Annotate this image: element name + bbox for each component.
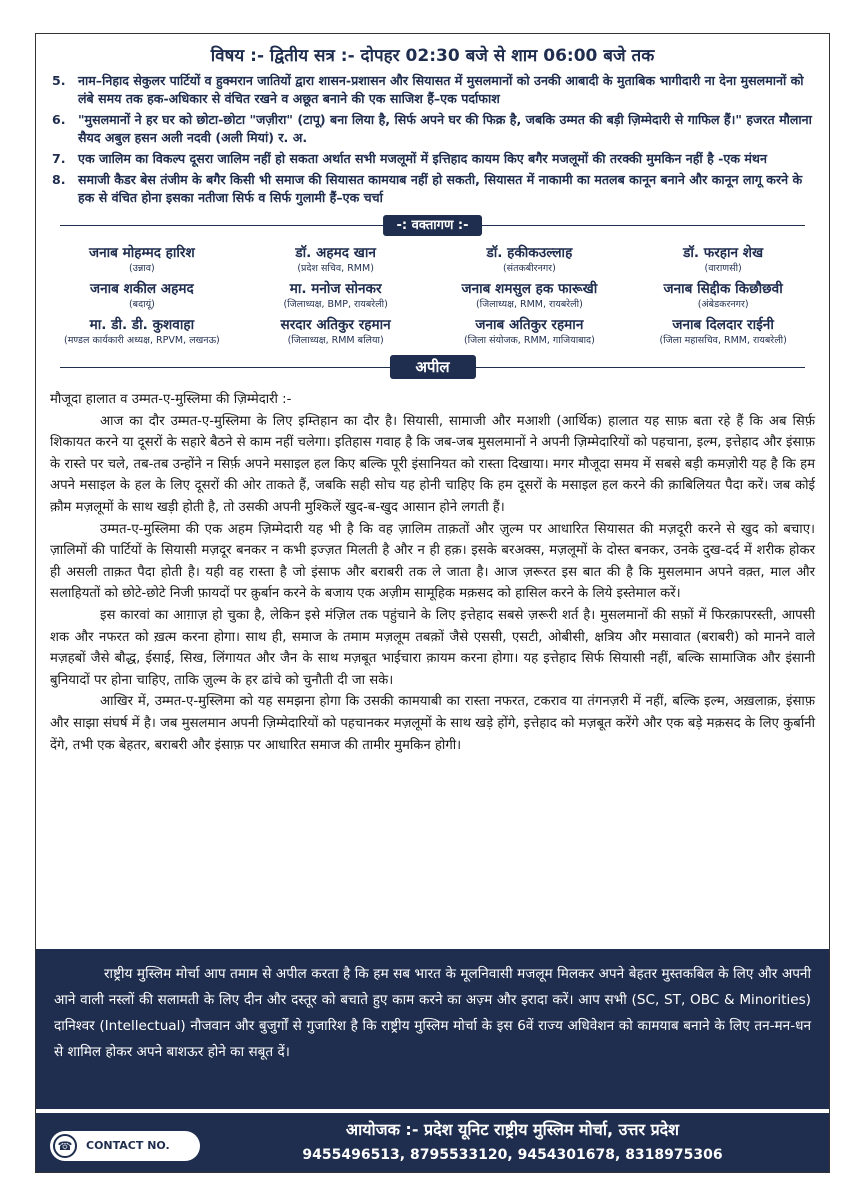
- agenda-point-number: 6.: [52, 112, 66, 127]
- speaker-role: (जिलाध्यक्ष, RMM, रायबरेली): [475, 299, 583, 310]
- agenda-point: [52, 150, 815, 168]
- speaker-role: (संतकबीरनगर): [502, 263, 556, 274]
- speaker-role: (बदायूं): [128, 299, 155, 310]
- speakers-label: -: वक्तागण :-: [383, 215, 483, 236]
- agenda-point-number: 5.: [52, 73, 66, 88]
- speaker: [629, 281, 817, 311]
- speakers-divider: [60, 213, 805, 239]
- speaker-role: (अंबेडकरनगर): [697, 299, 749, 310]
- agenda-point-text: नाम–निहाद सेकुलर पार्टियों व हुक्मरान जातियों द्वारा शासन-प्रशासन और सियासत में मुसलमानों को उनकी आबादी के मुताबिक भागीदारी ना देना मुसलमानों को लंबे समय तक हक-अधिकार से वंचित रखने व अछूत बनाने की एक साजिश हैं–एक पर्दाफाश: [78, 73, 804, 106]
- footer: [36, 1110, 829, 1172]
- speaker-name: मा. डी. डी. कुशवाहा: [89, 317, 195, 333]
- appeal-paragraph: आखिर में, उम्मत-ए-मुस्लिमा को यह समझना होगा कि उसकी कामयाबी का रास्ता नफरत, टकराव या तंगनज़री में नहीं, बल्कि इल्म, अख़लाक़, इंसाफ़ और साझा संघर्ष में है। जब मुसलमान अपनी ज़िम्मेदारियों को पहचानकर मज़लूमों के साथ खड़े होंगे, इत्तेहाद को मज़बूत करेंगे और एक बड़े मक़सद के लिए कुर्बानी देंगे, तभी एक बेहतर, बराबरी और इंसाफ़ पर आधारित समाज की तामीर मुमकिन होगी।: [50, 694, 815, 753]
- speaker-name: डॉ. अहमद खान: [295, 245, 376, 261]
- speaker-role: (वाराणसी): [704, 263, 742, 274]
- agenda-point-text: एक जालिम का विकल्प दूसरा जालिम नहीं हो सकता अर्थात सभी मजलूमों में इत्तिहाद कायम किए बगैर मजलूमों की तरक्की मुमकिन नहीं है -एक मंथन: [78, 151, 767, 166]
- appeal-paragraph: इस कारवां का आग़ाज़ हो चुका है, लेकिन इसे मंज़िल तक पहुंचाने के लिए इत्तेहाद सबसे ज़रूरी शर्त है। मुसलमानों की सफ़ों में फिरक़ापरस्ती, आपसी शक और नफरत को ख़त्म करना होगा। साथ ही, समाज के तमाम मज़लूम तबक़ों जैसे एससी, एसटी, ओबीसी, क्षत्रिय और मसावात (बराबरी) को मानने वाले मज़हबों जैसे बौद्ध, ईसाई, सिख, लिंगायत और जैन के साथ मज़बूत भाईचारा क़ायम करना होगा। यह इत्तेहाद सिर्फ सियासी नहीं, बल्कि सामाजिक और इंसानी बुनियादों पर होना चाहिए, ताकि ज़ुल्म के हर ढांचे को चुनौती दी जा सके।: [50, 607, 815, 688]
- speaker-name: जनाब मोहम्मद हारिश: [89, 245, 195, 261]
- appeal-body: [50, 389, 815, 756]
- speaker: [242, 317, 430, 347]
- speaker: [242, 245, 430, 275]
- flyer-page: [35, 33, 830, 1173]
- speaker-role: (जिलाध्यक्ष, RMM बलिया): [287, 335, 384, 346]
- speaker-name: जनाब शकील अहमद: [89, 281, 194, 297]
- speaker-name: डॉ. फरहान शेख: [683, 245, 764, 261]
- phone-numbers: 9455496513, 8795533120, 9454301678, 8318975306: [302, 1147, 723, 1163]
- speaker-name: जनाब शमसुल हक फारूखी: [461, 281, 598, 297]
- speakers-grid: [48, 245, 817, 347]
- speaker: [242, 281, 430, 311]
- appeal-paragraph: आज का दौर उम्मत-ए-मुस्लिमा के लिए इम्तिहान का दौर है। सियासी, सामाजी और मआशी (आर्थिक) हालात यह साफ़ बता रहे हैं कि अब सिर्फ़ शिकायत करने या दूसरों के सहारे बैठने से काम नहीं चलेगा। इतिहास गवाह है कि जब-जब मुसलमानों ने अपनी ज़िम्मेदारियों को पहचाना, इल्म, इत्तेहाद और इंसाफ़ के रास्ते पर चले, तब-तब उन्होंने न सिर्फ़ अपने मसाइल हल किए बल्कि पूरी इंसानियत को रास्ता दिखाया। मगर मौजूदा समय में सबसे बड़ी कमज़ोरी यह है कि हम अपने मसाइल के हल के लिए दूसरों की ओर ताकते हैं, जबकि सही सोच यह होनी चाहिए कि हम दूसरों के मसाइल हल करने की क़ाबिलियत पैदा करें। जब कोई क़ौम मज़लूमों के साथ खड़ी होती है, तो उसकी अपनी मुश्किलें खुद-ब-खुद आसान होने लगती हैं।: [50, 413, 815, 515]
- speaker-role: (मण्डल कार्यकारी अध्यक्ष, RPVM, लखनऊ): [64, 335, 220, 346]
- agenda-point: [52, 111, 815, 147]
- agenda-point-number: 7.: [52, 151, 66, 166]
- agenda-point: [52, 72, 815, 108]
- appeal-label: अपील: [389, 355, 475, 379]
- speaker-name: मा. मनोज सोनकर: [289, 281, 382, 297]
- contact-badge: [50, 1131, 200, 1161]
- agenda-point: [52, 171, 815, 207]
- appeal-heading: मौजूदा हालात व उम्मत-ए-मुस्लिमा की ज़िम्मेदारी :-: [50, 392, 292, 407]
- speaker: [436, 245, 624, 275]
- appeal-paragraph: उम्मत-ए-मुस्लिमा की एक अहम ज़िम्मेदारी यह भी है कि वह ज़ालिम ताक़तों और ज़ुल्म पर आधारित सियासत की मज़दूरी करने से खुद को बचाए। ज़ालिमों की पार्टियों के सियासी मज़दूर बनकर न कभी इज्ज़त मिलती है और न ही हक़। इसके बरअक्स, मज़लूमों के दोस्त बनकर, उनके दुख-दर्द में शरीक होकर ही असली ताक़त पैदा होती है। यही वह रास्ता है जो इंसाफ और बराबरी तक ले जाता है। आज ज़रूरत इस बात की है कि मुसलमान अपने वक़्त, माल और सलाहियतों को छोटे-छोटे निजी फ़ायदों पर क़ुर्बान करने के बजाय एक अज़ीम सामूहिक मक़सद को हासिल करने के लिये इस्तेमाल करें।: [50, 521, 815, 602]
- speaker-name: डॉ. हकीकउल्लाह: [486, 245, 573, 261]
- agenda-points: [52, 72, 815, 207]
- agenda-point-number: 8.: [52, 172, 66, 187]
- speaker: [436, 281, 624, 311]
- speaker-role: (जिला महासचिव, RMM, रायबरेली): [659, 335, 787, 346]
- speaker: [629, 317, 817, 347]
- organizer: आयोजक :- प्रदेश यूनिट राष्ट्रीय मुस्लिम मोर्चा, उत्तर प्रदेश: [345, 1120, 680, 1139]
- speaker-role: (जिला संयोजक, RMM, गाजियाबाद): [463, 335, 595, 346]
- speaker-role: (उन्नाव): [128, 263, 155, 274]
- speaker-name: जनाब दिलदार राईनी: [672, 317, 774, 333]
- speaker-name: जनाब सिद्दीक किछौछवी: [663, 281, 783, 297]
- speaker: [48, 281, 236, 311]
- appeal-divider: [60, 355, 805, 381]
- speaker-role: (प्रदेश सचिव, RMM): [297, 263, 374, 274]
- speaker-name: सरदार अतिकुर रहमान: [280, 317, 391, 333]
- speaker: [48, 245, 236, 275]
- agenda-point-text: "मुसलमानों ने हर घर को छोटा-छोटा "जज़ीरा" (टापू) बना लिया है, सिर्फ अपने घर की फिक्र है, जबकि उम्मत की बड़ी ज़िम्मेदारी से गाफिल हैं।" हजरत मौलाना सैयद अबुल हसन अली नदवी (अली मियां) र. अ.: [78, 112, 812, 145]
- contact-label: CONTACT NO.: [86, 1139, 170, 1152]
- speaker: [48, 317, 236, 347]
- agenda-point-text: समाजी कैडर बेस तंजीम के बगैर किसी भी समाज की सियासत कामयाब नहीं हो सकती, सियासत में नाकामी का मतलब कानून बनाने और कानून लागू करने के हक से वंचित होना इसका नतीजा सिर्फ व सिर्फ गुलामी हैं–एक चर्चा: [78, 172, 803, 205]
- speaker-role: (जिलाध्यक्ष, BMP, रायबरेली): [283, 299, 388, 310]
- session-subject: विषय :- द्वितीय सत्र :- दोपहर 02:30 बजे से शाम 06:00 बजे तक: [210, 46, 655, 66]
- speaker: [629, 245, 817, 275]
- speaker: [436, 317, 624, 347]
- speaker-name: जनाब अतिकुर रहमान: [475, 317, 584, 333]
- appeal-banner: राष्ट्रीय मुस्लिम मोर्चा आप तमाम से अपील करता है कि हम सब भारत के मूलनिवासी मजलूम मिलकर अपने बेहतर मुस्तकबिल के लिए और अपनी आने वाली नस्लों की सलामती के लिए दीन और दस्तूर को बचाते हुए काम करने का अज़्म और इरादा करें। आप सभी (SC, ST, OBC & Minorities) दानिश्वर (Intellectual) नौजवान और बुजुर्गों से गुजारिश है कि राष्ट्रीय मुस्लिम मोर्चा के इस 6वें राज्य अधिवेशन को कामयाब बनाने के लिए तन-मन-धन से शामिल होकर अपने बाशऊर होने का सबूत दें।: [36, 949, 829, 1109]
- phone-icon: ☎: [53, 1134, 77, 1158]
